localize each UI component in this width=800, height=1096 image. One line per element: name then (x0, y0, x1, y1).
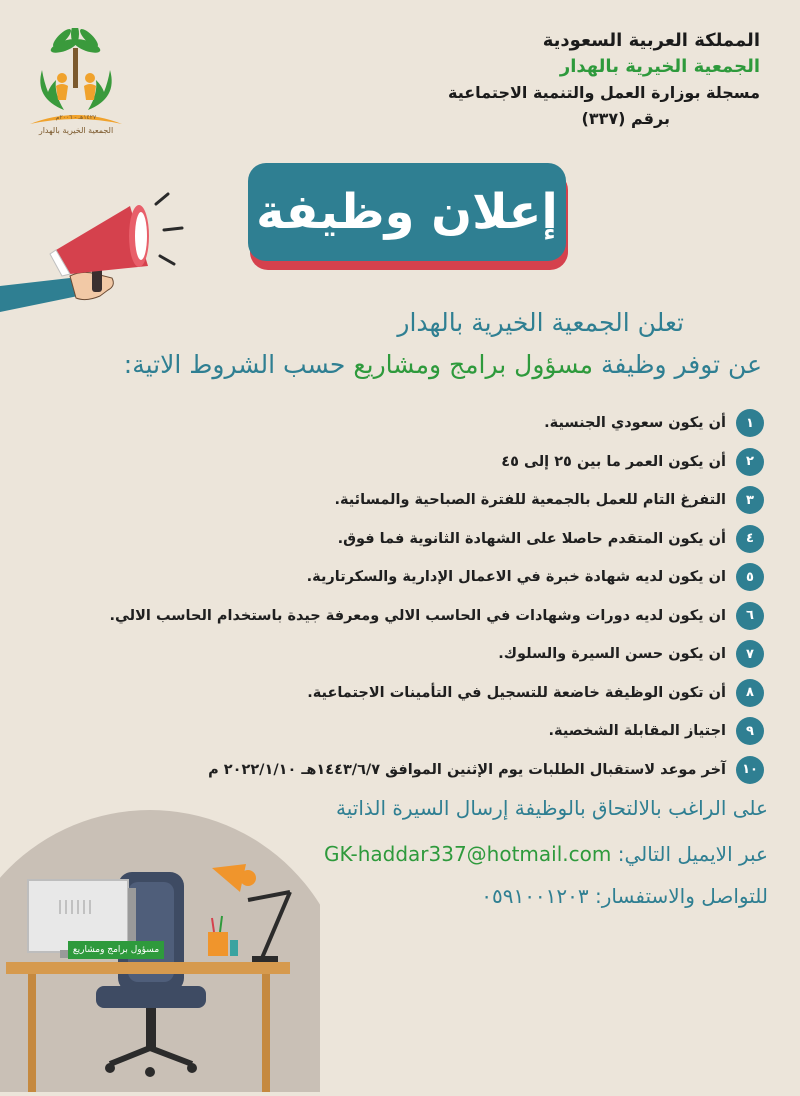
list-item (124, 635, 764, 674)
intro-after: حسب الشروط الاتية: (123, 350, 346, 379)
logo-caption: الجمعية الخيرية بالهدار (38, 126, 114, 135)
list-item (124, 443, 764, 482)
header-org-name: الجمعية الخيرية بالهدار (559, 56, 760, 77)
org-header (340, 28, 760, 132)
desk-name-sign: مسؤول برامج ومشاريع (68, 941, 164, 959)
item-text: ان يكون لديه شهادة خبرة في الاعمال الإدارية والسكرتارية. (306, 569, 726, 586)
header-country: المملكة العربية السعودية (542, 30, 760, 51)
intro-before: عن توفر وظيفة (600, 350, 762, 379)
item-text: ان يكون لديه دورات وشهادات في الحاسب الالي ومعرفة جيدة باستخدام الحاسب الالي. (109, 607, 726, 624)
conditions-list (109, 404, 764, 789)
item-number: ٦ (736, 602, 764, 630)
item-text: أن يكون سعودي الجنسية. (544, 415, 726, 432)
item-text: أن يكون المتقدم حاصلا على الشهادة الثانوية فما فوق. (337, 530, 726, 547)
contact-instruction: على الراغب بالالتحاق بالوظيفة إرسال السيرة الذاتية (336, 796, 768, 820)
contact-phone-line (481, 884, 768, 908)
office-desk-illustration (0, 780, 320, 1096)
intro-line-2 (124, 350, 762, 379)
item-text: اجتياز المقابلة الشخصية. (548, 723, 726, 740)
item-text: ان يكون حسن السيرة والسلوك. (498, 646, 726, 663)
charity-logo (24, 28, 128, 140)
item-number: ١ (736, 409, 764, 437)
list-item (124, 712, 764, 751)
phone-number[interactable]: ٠٥٩١٠٠١٢٠٣ (481, 884, 589, 908)
list-item (124, 520, 764, 559)
phone-label: للتواصل والاستفسار: (595, 884, 768, 908)
item-number: ٩ (736, 717, 764, 745)
list-item (109, 597, 764, 636)
job-announcement-banner (248, 163, 566, 261)
list-item (124, 674, 764, 713)
contact-email-line (324, 842, 768, 866)
item-number: ٢ (736, 448, 764, 476)
list-item (124, 481, 764, 520)
header-registration: مسجلة بوزارة العمل والتنمية الاجتماعية (448, 83, 760, 102)
list-item (124, 558, 764, 597)
email-address[interactable]: GK-haddar337@hotmail.com (323, 842, 612, 866)
item-number: ٥ (736, 563, 764, 591)
email-label: عبر الايميل التالي: (617, 842, 768, 866)
item-text: أن تكون الوظيفة خاضعة للتسجيل في التأمينات الاجتماعية. (307, 684, 726, 701)
item-text: أن يكون العمر ما بين ٢٥ إلى ٤٥ (501, 453, 726, 470)
item-number: ٤ (736, 525, 764, 553)
item-number: ٧ (736, 640, 764, 668)
job-title-highlight: مسؤول برامج ومشاريع (353, 350, 594, 379)
item-number: ٨ (736, 679, 764, 707)
logo-years: ١٤٢٧هـ - ٢٠٠٦م (55, 114, 97, 121)
item-text: آخر موعد لاستقبال الطلبات يوم الإثنين الموافق ١٤٤٣/٦/٧هـ ٢٠٢٢/١/١٠ م (208, 761, 726, 778)
megaphone-illustration (0, 186, 200, 330)
intro-line-1: تعلن الجمعية الخيرية بالهدار (397, 308, 684, 337)
banner-title: إعلان وظيفة (256, 184, 558, 240)
item-number: ١٠ (736, 756, 764, 784)
item-number: ٣ (736, 486, 764, 514)
item-text: التفرغ التام للعمل بالجمعية للفترة الصباحية والمسائية. (334, 492, 726, 509)
header-reg-number: برقم (٣٣٧) (581, 109, 670, 128)
list-item (124, 404, 764, 443)
